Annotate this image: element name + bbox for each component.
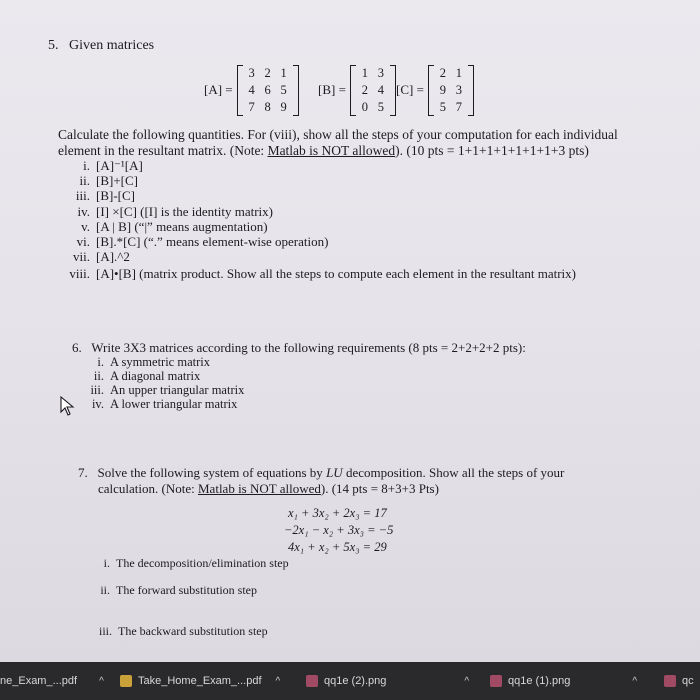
matrix-cell: 2 — [264, 65, 271, 80]
matrix-cell: 1 — [455, 65, 463, 80]
item-text: [A]⁻¹[A] — [96, 158, 143, 173]
matrix-cell: 7 — [455, 99, 463, 114]
q6-item — [76, 383, 244, 398]
matrix-cell: 5 — [439, 99, 447, 114]
q5-item — [62, 266, 576, 282]
q5-heading — [48, 38, 154, 54]
image-file-icon — [664, 675, 676, 687]
item-number: iii. — [98, 624, 112, 638]
q6-number: 6. — [72, 340, 82, 355]
q7-title: Solve the following system of equations by — [97, 465, 327, 480]
equation-1: x₁ + 3x₂ + 2x₃ = 17 — [288, 506, 387, 520]
item-text: The forward substitution step — [116, 583, 257, 597]
q6-item — [76, 397, 237, 412]
download-item-qq1e-2[interactable] — [306, 662, 469, 700]
q7-title-lu: LU — [326, 465, 343, 480]
q5-item — [62, 249, 130, 265]
q7-item — [84, 624, 268, 639]
q7-number: 7. — [78, 465, 88, 480]
mouse-cursor-icon — [60, 396, 76, 416]
q7-heading-line2 — [98, 481, 439, 497]
matrix-cell: 1 — [280, 65, 287, 80]
item-text: A symmetric matrix — [110, 355, 210, 369]
download-item-take-home-pdf[interactable] — [120, 662, 280, 700]
download-item-label: qc — [682, 675, 694, 687]
matrix-b-grid — [350, 66, 396, 115]
item-text: An upper triangular matrix — [110, 383, 245, 397]
q5-instruction-underlined: Matlab is NOT allowed — [267, 143, 396, 158]
matrix-cell: 3 — [377, 65, 385, 80]
q7-title-rest: decomposition. Show all the steps of your — [342, 465, 565, 480]
q5-instruction-line2 — [58, 143, 589, 159]
download-item-partial[interactable] — [664, 662, 694, 700]
item-number: iii. — [90, 383, 104, 397]
item-number: ii. — [100, 583, 110, 597]
q5-item — [62, 204, 273, 220]
download-bar — [0, 662, 700, 700]
q6-title: Write 3X3 matrices according to the following requirements (8 pts = 2+2+2+2 pts): — [91, 340, 526, 355]
q5-title: Given matrices — [69, 38, 155, 53]
q5-item — [62, 188, 135, 204]
q7-item — [82, 556, 289, 571]
q6-item — [76, 355, 210, 370]
item-number: iii. — [75, 188, 90, 203]
matrix-b-label: [B] = — [318, 82, 346, 97]
item-number: vi. — [76, 234, 90, 249]
matrix-cell: 1 — [361, 65, 369, 80]
pdf-file-icon — [120, 675, 132, 687]
item-text: [B].*[C] (“.” means element-wise operation) — [96, 234, 329, 249]
q5-instruction-line1: Calculate the following quantities. For (viii), show all the steps of your computation for each individual — [58, 127, 618, 142]
q7-item — [82, 583, 257, 598]
q7-heading — [78, 465, 564, 481]
matrix-cell: 3 — [455, 82, 463, 97]
item-text: [B]+[C] — [96, 173, 138, 188]
item-text: [I] ×[C] ([I] is the identity matrix) — [96, 204, 273, 219]
item-text: [A]•[B] (matrix product. Show all the steps to compute each element in the resultant matrix) — [96, 266, 576, 281]
download-item-label: ne_Exam_...pdf — [0, 675, 78, 687]
download-item-exam-pdf[interactable] — [0, 662, 104, 700]
matrix-a — [204, 58, 299, 122]
item-number: v. — [81, 219, 90, 234]
q7-line2-points: ). (14 pts = 8+3+3 Pts) — [320, 481, 439, 496]
item-text: A lower triangular matrix — [110, 397, 238, 411]
matrix-cell: 4 — [377, 82, 385, 97]
matrix-cell: 6 — [264, 82, 271, 97]
q7-line2-text: calculation. (Note: — [98, 481, 198, 496]
chevron-up-icon[interactable]: ^ — [464, 675, 470, 687]
item-text: The backward substitution step — [118, 624, 268, 638]
chevron-up-icon[interactable]: ^ — [275, 675, 281, 687]
matrix-cell: 3 — [248, 65, 255, 80]
q6-heading — [72, 340, 526, 356]
q5-item — [62, 234, 328, 250]
q5-number: 5. — [48, 38, 59, 53]
matrix-cell: 9 — [280, 99, 287, 114]
matrix-cell: 2 — [361, 82, 369, 97]
chevron-up-icon[interactable]: ^ — [632, 675, 638, 687]
download-item-label: Take_Home_Exam_...pdf — [138, 675, 262, 687]
q5-item — [62, 219, 268, 235]
image-file-icon — [306, 675, 318, 687]
matrix-a-grid — [237, 66, 299, 115]
matrix-cell: 0 — [361, 99, 369, 114]
item-number: i. — [103, 556, 110, 570]
matrix-a-label: [A] = — [204, 82, 233, 97]
q5-item — [62, 158, 143, 174]
item-number: i. — [97, 355, 104, 369]
matrix-cell: 5 — [280, 82, 287, 97]
q7-line2-underlined: Matlab is NOT allowed — [198, 481, 321, 496]
q5-item — [62, 173, 138, 189]
image-file-icon — [490, 675, 502, 687]
download-item-qq1e-1[interactable] — [490, 662, 637, 700]
item-text: A diagonal matrix — [110, 369, 201, 383]
item-number: viii. — [69, 266, 90, 281]
equation-3: 4x₁ + x₂ + 5x₃ = 29 — [288, 540, 387, 554]
matrix-cell: 8 — [264, 99, 271, 114]
item-text: [A | B] (“|” means augmentation) — [96, 219, 268, 234]
item-number: vii. — [73, 249, 90, 264]
matrix-cell: 9 — [439, 82, 447, 97]
item-text: [B]-[C] — [96, 188, 135, 203]
matrix-cell: 2 — [439, 65, 447, 80]
matrix-b — [318, 58, 396, 122]
q5-instruction-text: element in the resultant matrix. (Note: — [58, 143, 268, 158]
item-text: [A].^2 — [96, 249, 130, 264]
item-number: ii. — [93, 369, 104, 383]
matrix-cell: 4 — [248, 82, 255, 97]
matrix-cell: 5 — [377, 99, 385, 114]
matrix-cell: 7 — [248, 99, 255, 114]
matrix-c — [396, 58, 474, 122]
matrix-c-grid — [428, 66, 474, 115]
item-number: iv. — [77, 204, 90, 219]
item-text: The decomposition/elimination step — [116, 556, 289, 570]
matrix-c-label: [C] = — [396, 82, 424, 97]
q6-item — [76, 369, 200, 384]
item-number: i. — [83, 158, 90, 173]
item-number: ii. — [79, 173, 90, 188]
download-item-label: qq1e (2).png — [324, 675, 387, 687]
download-item-label: qq1e (1).png — [508, 675, 571, 687]
chevron-up-icon[interactable]: ^ — [99, 675, 104, 687]
equation-2: −2x₁ − x₂ + 3x₃ = −5 — [284, 523, 394, 537]
item-number: iv. — [91, 397, 104, 411]
q5-instruction-points: ). (10 pts = 1+1+1+1+1+1+1+3 pts) — [395, 143, 589, 158]
